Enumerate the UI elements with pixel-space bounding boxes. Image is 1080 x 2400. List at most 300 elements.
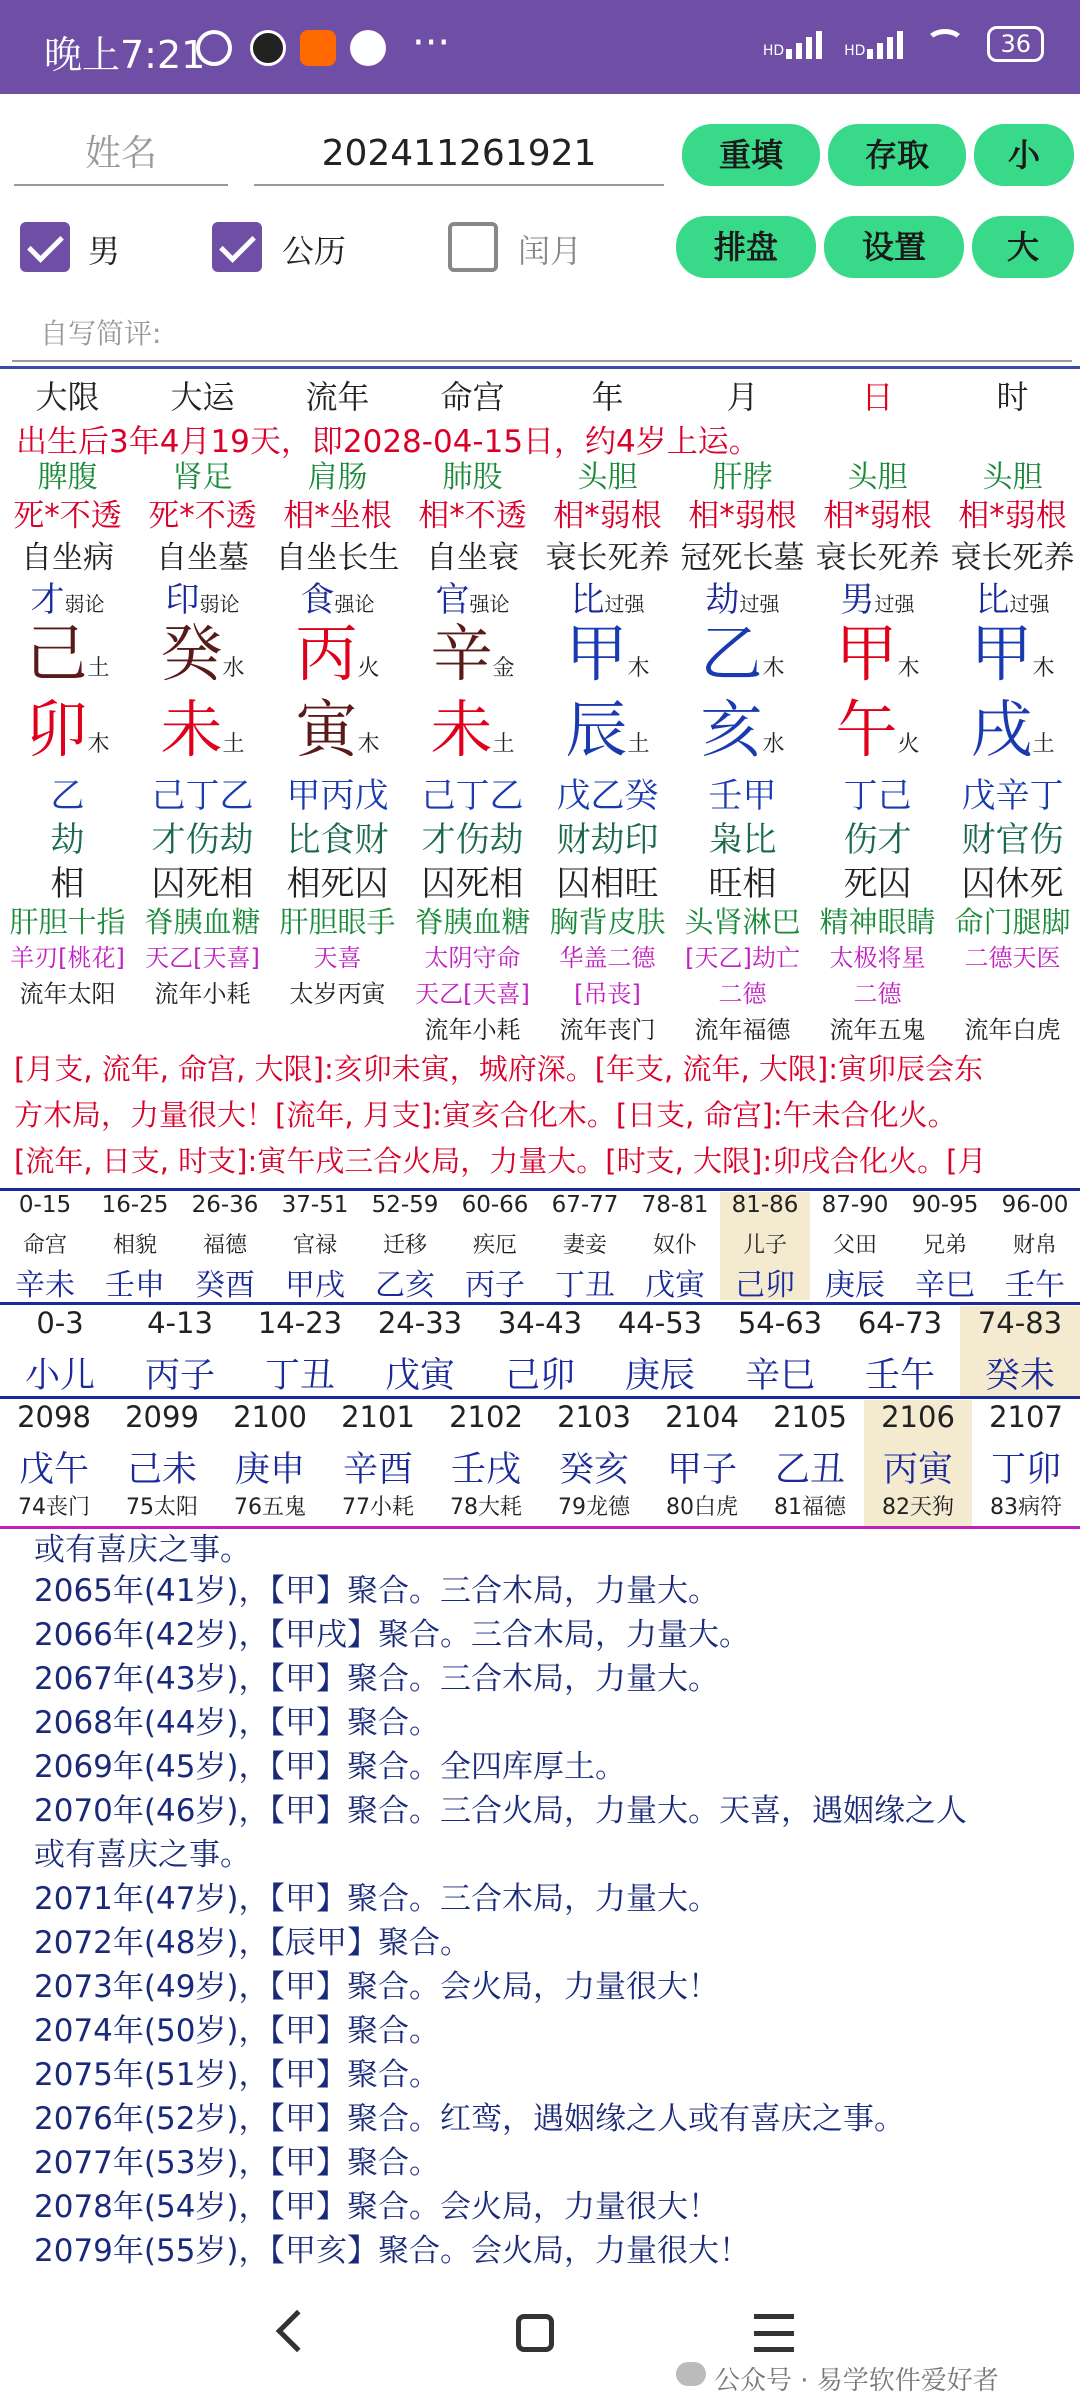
- phase-cell: 囚死相: [421, 864, 524, 902]
- palace-age: 26-36: [191, 1192, 259, 1218]
- year-note: 79龙德: [558, 1495, 630, 1520]
- dayun-gz[interactable]: 己卯: [504, 1356, 575, 1396]
- god-name: 才: [30, 580, 65, 618]
- star-cell: 二德天医: [964, 944, 1061, 972]
- year-note: 81福德: [774, 1495, 846, 1520]
- log-line: 2073年(49岁)，【甲】聚合。会火局，力量很大！: [34, 1969, 720, 2005]
- year-cell: 2098: [17, 1400, 91, 1434]
- branch-char: 未: [430, 693, 493, 766]
- stem-cell: [135, 616, 270, 694]
- dayun-ages-row: [0, 1306, 1080, 1348]
- palace-age: 16-25: [101, 1192, 169, 1218]
- god-name: 食: [300, 580, 335, 618]
- palace-ganzhi[interactable]: 己卯: [720, 1260, 810, 1300]
- stem-char: 辛: [430, 617, 493, 690]
- branch-char: 午: [835, 693, 898, 766]
- net2-label: HD: [844, 43, 866, 59]
- branch-cell: [675, 692, 810, 770]
- stars1-row: [0, 938, 1080, 976]
- hidden-god-cell: 伤才: [843, 820, 912, 858]
- watermark-text: 公众号 · 易学软件爱好者: [714, 2366, 999, 2396]
- hidden-god-cell: 枭比: [708, 820, 777, 858]
- log-line: 2076年(52岁)，【甲】聚合。红鸾，遇姻缘之人或有喜庆之事。: [34, 2101, 906, 2137]
- god-strength: 弱论: [199, 592, 240, 616]
- star-cell: 二德: [853, 980, 902, 1008]
- palace-ganzhi[interactable]: 癸酉: [195, 1268, 255, 1300]
- reset-button[interactable]: 重填: [682, 124, 820, 186]
- palace-ganzhi-row: [0, 1260, 1080, 1300]
- dayun-gz[interactable]: 丁丑: [264, 1356, 335, 1396]
- years-gz-row: [0, 1442, 1080, 1490]
- phase-cell: 死囚: [843, 864, 912, 902]
- name-input[interactable]: 姓名: [14, 122, 228, 186]
- organ-cell: 肝脖: [712, 460, 773, 494]
- dayun-gz[interactable]: 小儿: [24, 1356, 95, 1396]
- palace-name: 兄弟: [922, 1233, 967, 1258]
- god-cell: [675, 572, 810, 618]
- year-cell: 2101: [341, 1400, 415, 1434]
- year-note: 82天狗: [864, 1490, 972, 1526]
- branch-element: 火: [897, 732, 920, 757]
- palace-names-row: [0, 1228, 1080, 1260]
- star-cell: 流年白虎: [964, 1016, 1061, 1044]
- hidden-god-cell: 财劫印: [556, 820, 659, 858]
- palace-ganzhi[interactable]: 壬申: [105, 1268, 165, 1300]
- divider: [0, 366, 1080, 369]
- year-cell: 2104: [665, 1400, 739, 1434]
- hidden-god-cell: 财官伤: [961, 820, 1064, 858]
- hidden-cell: 己丁乙: [151, 776, 254, 814]
- wifi-icon: [925, 29, 965, 59]
- palace-age: 96-00: [1001, 1192, 1069, 1218]
- year-note: 78大耗: [450, 1495, 522, 1520]
- state2-cell: 自坐衰: [426, 540, 519, 576]
- header-cell: 大限: [35, 378, 100, 416]
- god-strength: 过强: [604, 592, 645, 616]
- god-name: 男: [840, 580, 875, 618]
- state1-cell: 相*弱根: [823, 498, 932, 534]
- stem-element: 水: [222, 656, 245, 681]
- star-cell: 二德: [718, 980, 767, 1008]
- palace-name: 迁移: [382, 1233, 427, 1258]
- log-line: 2078年(54岁)，【甲】聚合。会火局，力量很大！: [34, 2189, 720, 2225]
- log-line: 2075年(51岁)，【甲】聚合。: [34, 2057, 441, 2093]
- header-cell: 月: [726, 378, 759, 416]
- organ-cell: 肺股: [442, 460, 503, 494]
- palace-age: 60-66: [461, 1192, 529, 1218]
- phase-cell: 旺相: [708, 864, 777, 902]
- log-line: 2069年(45岁)，【甲】聚合。全四库厚土。: [34, 1749, 627, 1785]
- header-cell: 日: [861, 378, 894, 416]
- stem-element: 木: [897, 656, 920, 681]
- state1-cell: 死*不透: [13, 498, 122, 534]
- years-row: [0, 1400, 1080, 1442]
- state2-cell: 衰长死养: [950, 540, 1075, 576]
- palace-ganzhi[interactable]: 壬午: [1005, 1268, 1065, 1300]
- large-button[interactable]: 大: [972, 216, 1074, 278]
- branch-cell: [135, 692, 270, 770]
- palace-ages-row: [0, 1192, 1080, 1228]
- divider: [0, 1188, 1080, 1191]
- body-cell: 肝胆眼手: [279, 905, 396, 939]
- stem-cell: [675, 616, 810, 694]
- palace-name: 奴仆: [652, 1233, 697, 1258]
- state1-row: [0, 490, 1080, 534]
- log-line: 2070年(46岁)，【甲】聚合。三合火局，力量大。天喜，遇姻缘之人: [34, 1793, 968, 1829]
- god-cell: [945, 572, 1080, 618]
- palace-name: 相貌: [112, 1233, 157, 1258]
- god-strength: 强论: [469, 592, 510, 616]
- datetime-input[interactable]: 202411261921: [254, 122, 664, 186]
- star-cell: 流年太阳: [19, 980, 116, 1008]
- state2-cell: 自坐长生: [275, 540, 400, 576]
- hidden-cell: 甲丙戊: [286, 776, 389, 814]
- god-strength: 过强: [874, 592, 915, 616]
- dayun-age: 74-83: [960, 1306, 1080, 1348]
- solar-label: 公历: [282, 232, 347, 270]
- god-strength: 强论: [334, 592, 375, 616]
- god-cell: [810, 572, 945, 618]
- palace-age: 52-59: [371, 1192, 439, 1218]
- navigation-bar: [0, 2270, 1080, 2400]
- star-cell: 羊刃[桃花]: [10, 944, 125, 972]
- stem-cell: [540, 616, 675, 694]
- status-time: 晚上7:21: [44, 33, 206, 77]
- god-strength: 过强: [739, 592, 780, 616]
- year-cell: 2100: [233, 1400, 307, 1434]
- star-cell: 天喜: [313, 944, 362, 972]
- organ-cell: 头胆: [577, 460, 638, 494]
- branch-element: 土: [627, 732, 650, 757]
- dayun-gz[interactable]: 庚辰: [624, 1356, 695, 1396]
- branch-element: 木: [87, 732, 110, 757]
- branch-char: 寅: [295, 693, 358, 766]
- year-gz[interactable]: 丁卯: [990, 1450, 1061, 1490]
- home-icon[interactable]: [516, 2314, 554, 2352]
- back-icon[interactable]: [276, 2310, 318, 2352]
- leap-checkbox[interactable]: [448, 222, 498, 272]
- god-name: 比: [975, 580, 1010, 618]
- hidden-god-cell: 才伤劫: [151, 820, 254, 858]
- stem-char: 乙: [700, 617, 763, 690]
- hidden-god-cell: 才伤劫: [421, 820, 524, 858]
- body-cell: 脊胰血糖: [144, 905, 261, 939]
- star-cell: 华盖二德: [559, 944, 656, 972]
- stem-element: 土: [87, 656, 110, 681]
- arrange-button[interactable]: 排盘: [676, 216, 816, 278]
- body-cell: 脊胰血糖: [414, 905, 531, 939]
- organ-cell: 肩肠: [307, 460, 368, 494]
- year-gz[interactable]: 辛酉: [342, 1450, 413, 1490]
- log-line: 2071年(47岁)，【甲】聚合。三合木局，力量大。: [34, 1881, 720, 1917]
- body-row: [0, 900, 1080, 942]
- body-cell: 胸背皮肤: [549, 905, 666, 939]
- palace-ganzhi[interactable]: 甲戌: [285, 1268, 345, 1300]
- year-cell: 2106: [864, 1400, 972, 1442]
- header-cell: 命宫: [440, 378, 505, 416]
- dayun-age: 54-63: [737, 1306, 823, 1340]
- dayun-gz[interactable]: 壬午: [864, 1356, 935, 1396]
- hidden-gods-row: [0, 812, 1080, 858]
- year-gz[interactable]: 壬戌: [450, 1450, 521, 1490]
- state2-row: [0, 532, 1080, 576]
- log-line: 2065年(41岁)，【甲】聚合。三合木局，力量大。: [34, 1573, 720, 1609]
- branch-char: 戌: [970, 693, 1033, 766]
- log-line: 2068年(44岁)，【甲】聚合。: [34, 1705, 441, 1741]
- phase-cell: 囚死相: [151, 864, 254, 902]
- log-line: 2074年(50岁)，【甲】聚合。: [34, 2013, 441, 2049]
- god-cell: [135, 572, 270, 618]
- hidden-stems-row: [0, 768, 1080, 814]
- state1-cell: 死*不透: [148, 498, 257, 534]
- body-cell: 精神眼睛: [819, 905, 936, 939]
- hidden-god-cell: 比食财: [286, 820, 389, 858]
- ten-gods-row: [0, 572, 1080, 618]
- year-note: 77小耗: [342, 1495, 414, 1520]
- year-gz[interactable]: 癸亥: [558, 1450, 629, 1490]
- battery-icon: [987, 26, 1044, 62]
- palace-age: 78-81: [641, 1192, 709, 1218]
- branch-cell: [945, 692, 1080, 770]
- branch-element: 土: [492, 732, 515, 757]
- palace-name: 财帛: [1012, 1233, 1057, 1258]
- log-line: 2072年(48岁)，【辰甲】聚合。: [34, 1925, 472, 1961]
- male-checkbox[interactable]: [20, 222, 70, 272]
- palace-ganzhi[interactable]: 丁丑: [555, 1268, 615, 1300]
- palace-age: 90-95: [911, 1192, 979, 1218]
- phase-cell: 囚相旺: [556, 864, 659, 902]
- status-bar: [0, 0, 1080, 94]
- save-button[interactable]: 存取: [828, 124, 966, 186]
- star-cell: [270, 1010, 405, 1048]
- stem-char: 丙: [295, 617, 358, 690]
- dayun-gz[interactable]: 戊寅: [384, 1356, 455, 1396]
- stem-element: 木: [1032, 656, 1055, 681]
- god-name: 官: [435, 580, 470, 618]
- hidden-cell: 戊辛丁: [961, 776, 1064, 814]
- branch-element: 木: [357, 732, 380, 757]
- body-cell: 头肾淋巴: [684, 905, 801, 939]
- state1-cell: 相*弱根: [553, 498, 662, 534]
- stem-char: 癸: [160, 617, 223, 690]
- palace-ganzhi[interactable]: 丙子: [465, 1268, 525, 1300]
- stem-char: 甲: [835, 617, 898, 690]
- palace-age: 0-15: [18, 1192, 72, 1218]
- god-strength: 过强: [1009, 592, 1050, 616]
- year-note: 75太阳: [126, 1495, 198, 1520]
- organ-cell: 头胆: [847, 460, 908, 494]
- year-cell: 2099: [125, 1400, 199, 1434]
- organ-cell: 头胆: [982, 460, 1043, 494]
- hidden-cell: 丁己: [843, 776, 912, 814]
- note-line: 方木局，力量很大！[流年, 月支]:寅亥合化木。[日支, 命宫]:午未合化火。: [14, 1098, 957, 1132]
- organs-row: [0, 452, 1080, 494]
- stem-element: 火: [357, 656, 380, 681]
- stem-cell: [0, 616, 135, 694]
- dayun-gz-row: [0, 1348, 1080, 1396]
- year-gz[interactable]: 己未: [126, 1450, 197, 1490]
- battery-level: 36: [1000, 30, 1031, 58]
- god-name: 劫: [705, 580, 740, 618]
- hidden-cell: 壬甲: [708, 776, 777, 814]
- palace-age: 67-77: [551, 1192, 619, 1218]
- signal2-icon: [867, 29, 903, 59]
- organ-cell: 脾腹: [37, 460, 98, 494]
- star-cell: [945, 974, 1080, 1012]
- dayun-age: 24-33: [377, 1306, 463, 1340]
- dayun-gz[interactable]: 辛巳: [744, 1356, 815, 1396]
- note-line: [月支, 流年, 命宫, 大限]:亥卯未寅，城府深。[年支, 流年, 大限]:寅卯辰会东: [14, 1052, 983, 1086]
- year-cell: 2107: [989, 1400, 1063, 1434]
- palace-age: 37-51: [281, 1192, 349, 1218]
- organ-cell: 肾足: [172, 460, 233, 494]
- state2-cell: 冠死长墓: [680, 540, 805, 576]
- star-cell: 流年五鬼: [829, 1016, 926, 1044]
- year-gz[interactable]: 甲子: [666, 1450, 737, 1490]
- year-gz[interactable]: 戊午: [18, 1450, 89, 1490]
- year-note: 74丧门: [18, 1495, 90, 1520]
- log-line: 或有喜庆之事。: [34, 1532, 251, 1568]
- star-cell: [天乙]劫亡: [685, 944, 800, 972]
- branch-char: 卯: [25, 693, 88, 766]
- hidden-god-cell: 劫: [50, 820, 85, 858]
- divider: [0, 1302, 1080, 1305]
- god-cell: [0, 572, 135, 618]
- header-cell: 年: [591, 378, 624, 416]
- remark-input[interactable]: 自写简评:: [12, 312, 1072, 362]
- body-cell: 命门腿脚: [954, 905, 1071, 939]
- body-cell: 肝胆十指: [9, 905, 126, 939]
- hidden-cell: 戊乙癸: [556, 776, 659, 814]
- palace-ganzhi[interactable]: 辛巳: [915, 1268, 975, 1300]
- stem-element: 金: [492, 656, 515, 681]
- stem-element: 木: [627, 656, 650, 681]
- small-button[interactable]: 小: [974, 124, 1074, 186]
- log-line: 2066年(42岁)，【甲戌】聚合。三合木局，力量大。: [34, 1617, 751, 1653]
- leap-label: 闰月: [518, 232, 583, 270]
- star-cell: 流年丧门: [559, 1016, 656, 1044]
- star-cell: 太极将星: [829, 944, 926, 972]
- dayun-gz[interactable]: 癸未: [960, 1348, 1080, 1396]
- god-name: 印: [165, 580, 200, 618]
- stems-row: [0, 616, 1080, 694]
- wechat-icon: [676, 2362, 706, 2386]
- years-note-row: [0, 1490, 1080, 1526]
- male-label: 男: [88, 232, 121, 270]
- header-cell: 大运: [170, 378, 235, 416]
- god-strength: 弱论: [64, 592, 105, 616]
- god-cell: [540, 572, 675, 618]
- branch-element: 土: [222, 732, 245, 757]
- dayun-age: 0-3: [36, 1306, 84, 1340]
- state1-cell: 相*坐根: [283, 498, 392, 534]
- year-cell: 2103: [557, 1400, 631, 1434]
- star-cell: 流年小耗: [424, 1016, 521, 1044]
- state1-cell: 相*弱根: [958, 498, 1067, 534]
- star-cell: 太岁丙寅: [289, 980, 386, 1008]
- dayun-age: 4-13: [147, 1306, 213, 1340]
- year-note: 80白虎: [666, 1495, 738, 1520]
- palace-ganzhi[interactable]: 辛未: [15, 1268, 75, 1300]
- branch-element: 土: [1032, 732, 1055, 757]
- branch-cell: [810, 692, 945, 770]
- phase-cell: 相死囚: [286, 864, 389, 902]
- mi-icon: [300, 30, 336, 66]
- dayun-gz[interactable]: 丙子: [144, 1356, 215, 1396]
- more-icon: ···: [412, 20, 451, 66]
- dayun-age: 44-53: [617, 1306, 703, 1340]
- app-icon: [250, 30, 286, 66]
- state1-cell: 相*不透: [418, 498, 527, 534]
- stem-element: 木: [762, 656, 785, 681]
- palace-ganzhi[interactable]: 戊寅: [645, 1268, 705, 1300]
- log-line: 或有喜庆之事。: [34, 1837, 251, 1873]
- god-cell: [405, 572, 540, 618]
- palace-ganzhi[interactable]: 乙亥: [375, 1268, 435, 1300]
- star-cell: [0, 1010, 135, 1048]
- stem-cell: [810, 616, 945, 694]
- stem-char: 甲: [970, 617, 1033, 690]
- state2-cell: 自坐墓: [156, 540, 249, 576]
- star-cell: 天乙[天喜]: [145, 944, 260, 972]
- branches-row: [0, 692, 1080, 770]
- luck-start-text: 出生后3年4月19天，即2028-04-15日，约4岁上运。: [16, 424, 760, 460]
- combination-notes: [14, 1046, 1074, 1184]
- palace-age: 87-90: [821, 1192, 889, 1218]
- branch-cell: [0, 692, 135, 770]
- header-cell: 流年: [305, 378, 370, 416]
- solar-checkbox[interactable]: [212, 222, 262, 272]
- palace-name: 父田: [832, 1233, 877, 1258]
- palace-ganzhi[interactable]: 庚辰: [825, 1268, 885, 1300]
- log-line: 2067年(43岁)，【甲】聚合。三合木局，力量大。: [34, 1661, 720, 1697]
- log-line: 2077年(53岁)，【甲】聚合。: [34, 2145, 441, 2181]
- palace-name: 福德: [202, 1233, 247, 1258]
- chart-header-row: [0, 372, 1080, 418]
- state2-cell: 衰长死养: [545, 540, 670, 576]
- stem-cell: [945, 616, 1080, 694]
- year-gz[interactable]: 乙丑: [774, 1450, 845, 1490]
- god-name: 比: [570, 580, 605, 618]
- palace-name: 妻妾: [562, 1233, 607, 1258]
- state2-cell: 自坐病: [21, 540, 114, 576]
- qq-icon: [350, 30, 386, 66]
- settings-button[interactable]: 设置: [824, 216, 964, 278]
- year-cell: 2102: [449, 1400, 523, 1434]
- hidden-cell: 己丁乙: [421, 776, 524, 814]
- stem-char: 甲: [565, 617, 628, 690]
- dayun-age: 34-43: [497, 1306, 583, 1340]
- star-cell: [135, 1010, 270, 1048]
- stem-cell: [270, 616, 405, 694]
- palace-name: 儿子: [720, 1228, 810, 1260]
- year-note: 76五鬼: [234, 1495, 306, 1520]
- branch-cell: [540, 692, 675, 770]
- divider: [0, 1396, 1080, 1399]
- phase-row: [0, 856, 1080, 902]
- dayun-age: 14-23: [257, 1306, 343, 1340]
- year-gz[interactable]: 庚申: [234, 1450, 305, 1490]
- menu-icon[interactable]: [754, 2314, 794, 2352]
- palace-name: 官禄: [292, 1233, 337, 1258]
- year-gz[interactable]: 丙寅: [864, 1442, 972, 1490]
- god-cell: [270, 572, 405, 618]
- branch-cell: [270, 692, 405, 770]
- signal1-icon: [786, 29, 822, 59]
- year-cell: 2105: [773, 1400, 847, 1434]
- palace-age: 81-86: [720, 1192, 810, 1228]
- log-line: 2079年(55岁)，【甲亥】聚合。会火局，力量很大！: [34, 2233, 751, 2269]
